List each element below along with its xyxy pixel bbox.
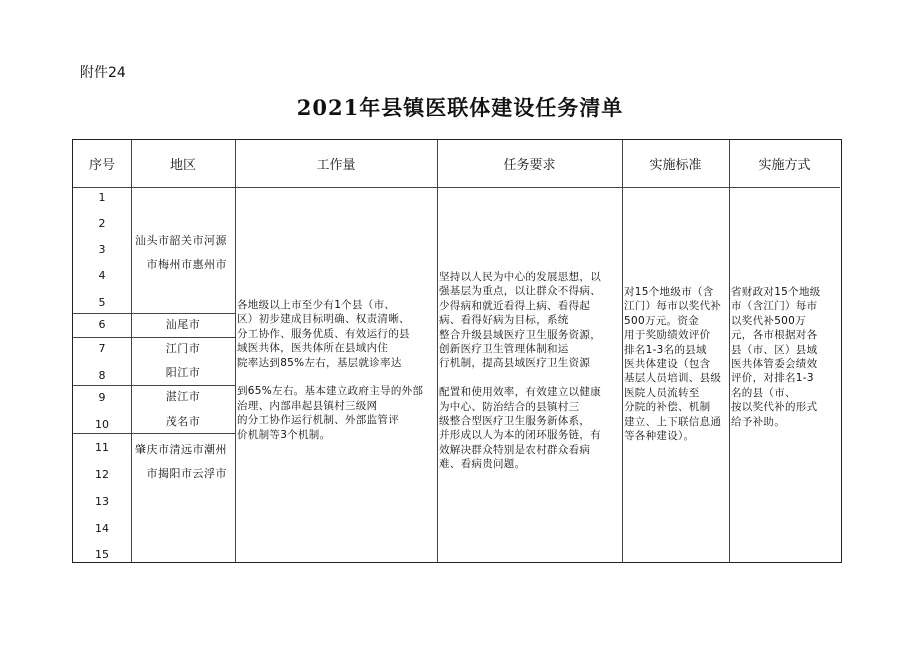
header-method: 实施方式 <box>758 158 811 173</box>
standard-text <box>624 285 721 443</box>
text-line: 按以奖代补的形式 <box>731 401 818 414</box>
column-divider <box>235 140 236 562</box>
row-number: 2 <box>98 217 106 230</box>
header-region: 地区 <box>169 158 196 173</box>
text-line: 以奖代补500万 <box>731 314 806 327</box>
text-line: 名的县（市、 <box>731 386 796 399</box>
header-requirement: 任务要求 <box>503 158 556 173</box>
text-line: 配置和使用效率，有效建立以健康 <box>439 386 601 399</box>
row-number: 9 <box>98 391 106 404</box>
text-line: 元，各市根据对各 <box>731 329 818 342</box>
row-number: 11 <box>95 441 109 454</box>
attachment-label: 附件24 <box>80 65 126 81</box>
text-line: 级整合型医疗卫生服务新体系， <box>439 415 591 428</box>
text-line: 坚持以人民为中心的发展思想，以 <box>439 271 601 283</box>
text-line: 基层人员培训、县级 <box>624 372 722 385</box>
row-number: 3 <box>98 243 106 256</box>
text-line: 分院的补偿、机制 <box>624 401 711 414</box>
text-line: 500万元。资金 <box>624 314 699 327</box>
text-line: 给予补助。 <box>731 415 785 428</box>
header-divider <box>73 187 840 188</box>
text-line: 医共体管委会绩效 <box>731 358 818 371</box>
region-shanwei: 汕尾市 <box>165 318 201 331</box>
text-line: 院率达到85%左右，基层就诊率达 <box>237 356 402 369</box>
requirement-text <box>439 270 601 472</box>
row-number: 10 <box>95 418 109 431</box>
text-line: 效解决群众特别是农村群众看病 <box>439 443 591 456</box>
text-line: 创新医疗卫生管理体制和运 <box>439 343 569 356</box>
row-number: 15 <box>95 548 109 561</box>
text-line <box>237 370 423 384</box>
region-yangjiang: 阳江市 <box>165 366 201 379</box>
region-group-1-line-1: 汕头市韶关市河源 <box>135 234 227 247</box>
text-line: 的分工协作运行机制、外部监管评 <box>237 414 399 427</box>
workload-text <box>237 298 423 442</box>
text-line: 难、看病贵问题。 <box>439 458 526 471</box>
text-line: 评价，对排名1-3 <box>731 372 814 385</box>
text-line: 对15个地级市（含 <box>624 286 714 298</box>
text-line: 县（市、区）县域 <box>731 343 818 356</box>
row-number: 7 <box>98 342 106 355</box>
text-line: 市（含江门）每市 <box>731 300 818 313</box>
column-divider <box>622 140 623 562</box>
text-line: 排名1-3名的县域 <box>624 343 707 356</box>
text-line: 到65%左右。基本建立政府主导的外部 <box>237 385 424 398</box>
text-line: 少得病和就近看得上病、看得起 <box>439 299 591 312</box>
text-line: 各地级以上市至少有1个县（市、 <box>237 299 396 311</box>
row-number: 4 <box>98 269 106 282</box>
task-table <box>72 139 842 563</box>
region-group-3-line-1: 肇庆市清远市潮州 <box>135 443 227 456</box>
row-divider <box>73 433 235 434</box>
text-line: 省财政对15个地级 <box>731 286 821 298</box>
row-number: 14 <box>95 522 109 535</box>
column-divider <box>729 140 730 562</box>
text-line: 江门）每市以奖代补 <box>624 300 722 313</box>
region-maoming: 茂名市 <box>165 415 201 428</box>
header-standard: 实施标准 <box>649 158 702 173</box>
text-line: 建立、上下联信息通 <box>624 415 722 428</box>
region-group-3-line-2: 市揭阳市云浮市 <box>146 467 227 480</box>
text-line: 并形成以人为本的闭环服务链，有 <box>439 429 601 442</box>
row-number: 6 <box>98 318 106 331</box>
text-line: 域医共体，医共体所在县域内住 <box>237 342 389 355</box>
text-line: 整合升级县域医疗卫生服务资源， <box>439 328 601 341</box>
text-line: 强基层为重点，以让群众不得病、 <box>439 285 601 298</box>
text-line: 等各种建设）。 <box>624 430 695 443</box>
text-line <box>439 371 601 385</box>
column-divider <box>437 140 438 562</box>
region-group-1-line-2: 市梅州市惠州市 <box>146 258 227 271</box>
text-line: 行机制，提高县域医疗卫生资源 <box>439 357 591 370</box>
row-number: 5 <box>98 296 106 309</box>
text-line: 为中心、防治结合的县镇村三 <box>439 400 580 413</box>
page-title: 2021年县镇医联体建设任务清单 <box>296 95 624 120</box>
row-number: 8 <box>98 369 106 382</box>
row-number: 1 <box>98 191 106 204</box>
text-line: 用于奖励绩效评价 <box>624 329 711 342</box>
text-line: 病、看得好病为目标，系统 <box>439 314 569 327</box>
text-line: 治理、内部串起县镇村三级网 <box>237 399 378 412</box>
header-index: 序号 <box>88 158 115 173</box>
method-text <box>731 285 821 429</box>
text-line: 医共体建设（包含 <box>624 358 711 371</box>
row-number: 13 <box>95 495 109 508</box>
text-line: 价机制等3个机制。 <box>237 428 331 441</box>
row-number: 12 <box>95 468 109 481</box>
region-zhanjiang: 湛江市 <box>165 390 201 403</box>
header-workload: 工作量 <box>316 158 356 173</box>
text-line: 区）初步建成目标明确、权责清晰、 <box>237 313 410 326</box>
text-line: 医院人员流转至 <box>624 386 700 399</box>
region-jiangmen: 江门市 <box>165 342 201 355</box>
text-line: 分工协作、服务优质、有效运行的县 <box>237 327 410 340</box>
